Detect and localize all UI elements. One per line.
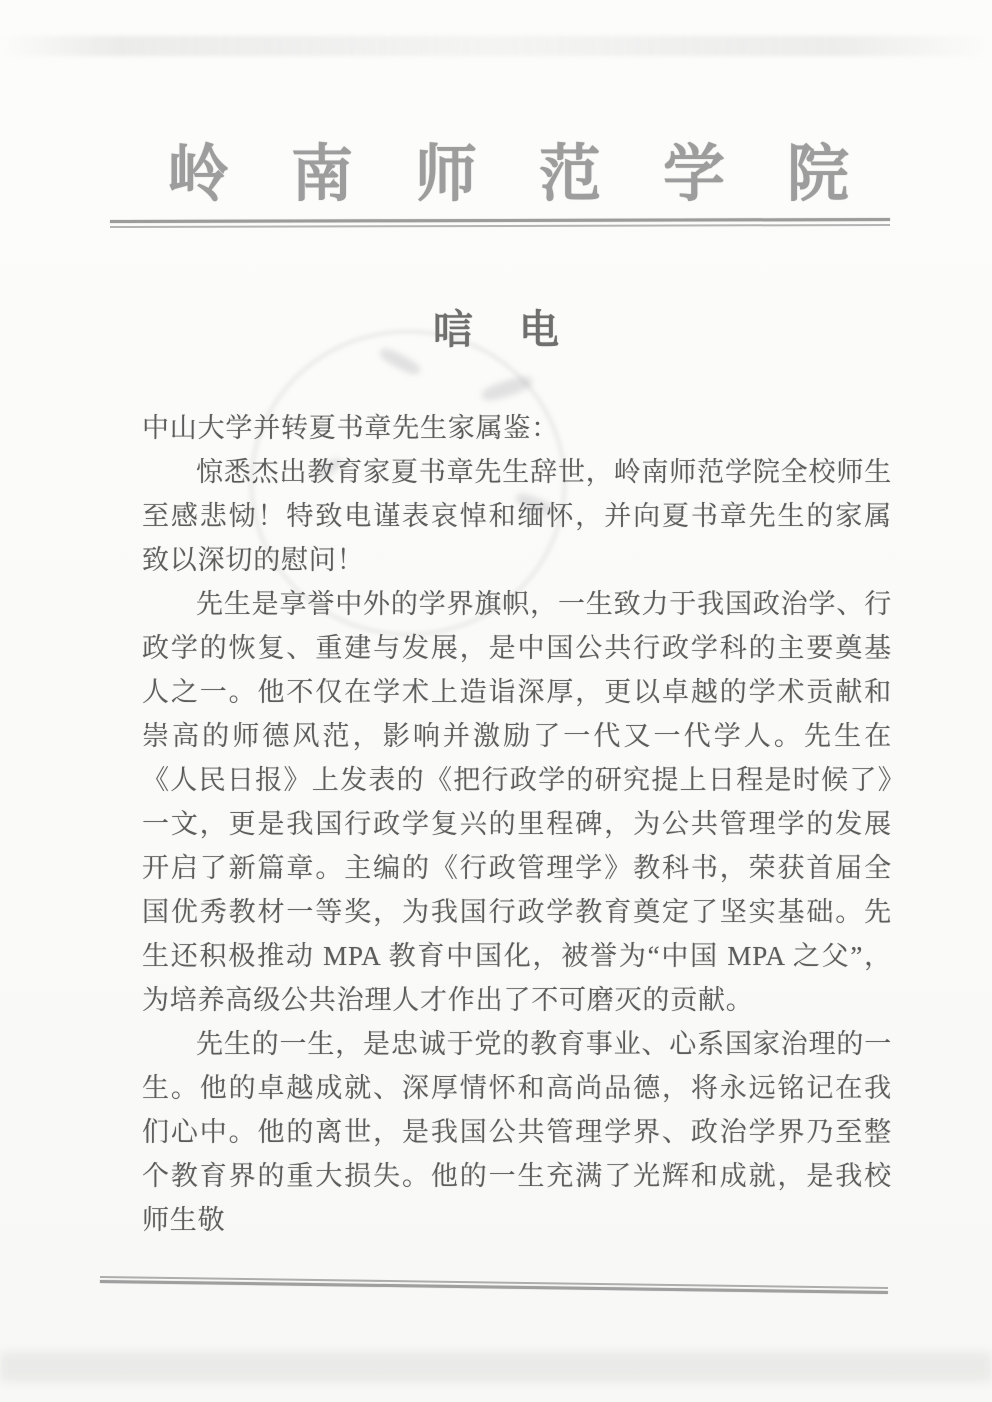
letter-body	[142, 406, 892, 1242]
letterhead-double-rule	[110, 218, 890, 228]
rule-line	[110, 224, 890, 228]
document-title: 唁电	[433, 307, 605, 352]
paragraph-condolence: 惊悉杰出教育家夏书章先生辞世，岭南师范学院全校师生至感悲恸！特致电谨表哀悼和缅怀，并向夏书章先生的家属致以深切的慰问！	[142, 457, 892, 575]
salutation-line: 中山大学并转夏书章先生家属鉴：	[142, 413, 559, 443]
rule-line	[110, 218, 890, 223]
footer-double-rule	[100, 1276, 888, 1294]
scan-artifact-bottom-band	[0, 1352, 992, 1382]
paragraph-legacy: 先生的一生，是忠诚于党的教育事业、心系国家治理的一生。他的卓越成就、深厚情怀和高尚品德，将永远铭记在我们心中。他的离世，是我国公共管理学界、政治学界乃至整个教育界的重大损失。他的一生充满了光辉和成就，是我校师生敬	[142, 1029, 892, 1235]
paragraph-achievements: 先生是享誉中外的学界旗帜，一生致力于我国政治学、行政学的恢复、重建与发展，是中国公共行政学科的主要奠基人之一。他不仅在学术上造诣深厚，更以卓越的学术贡献和崇高的师德风范，影响并激励了一代又一代学人。先生在《人民日报》上发表的《把行政学的研究提上日程是时候了》一文，更是我国行政学复兴的里程碑，为公共管理学的发展开启了新篇章。主编的《行政管理学》教科书，荣获首届全国优秀教材一等奖，为我国行政学教育奠定了坚实基础。先生还积极推动 MPA 教育中国化，被誉为“中国 MPA 之父”，为培养高级公共治理人才作出了不可磨灭的贡献。	[142, 589, 892, 1015]
scan-artifact-top-band	[0, 36, 992, 56]
letterhead-university-name: 岭南师范学院	[166, 141, 911, 209]
seal-ghost-mark	[480, 373, 534, 403]
